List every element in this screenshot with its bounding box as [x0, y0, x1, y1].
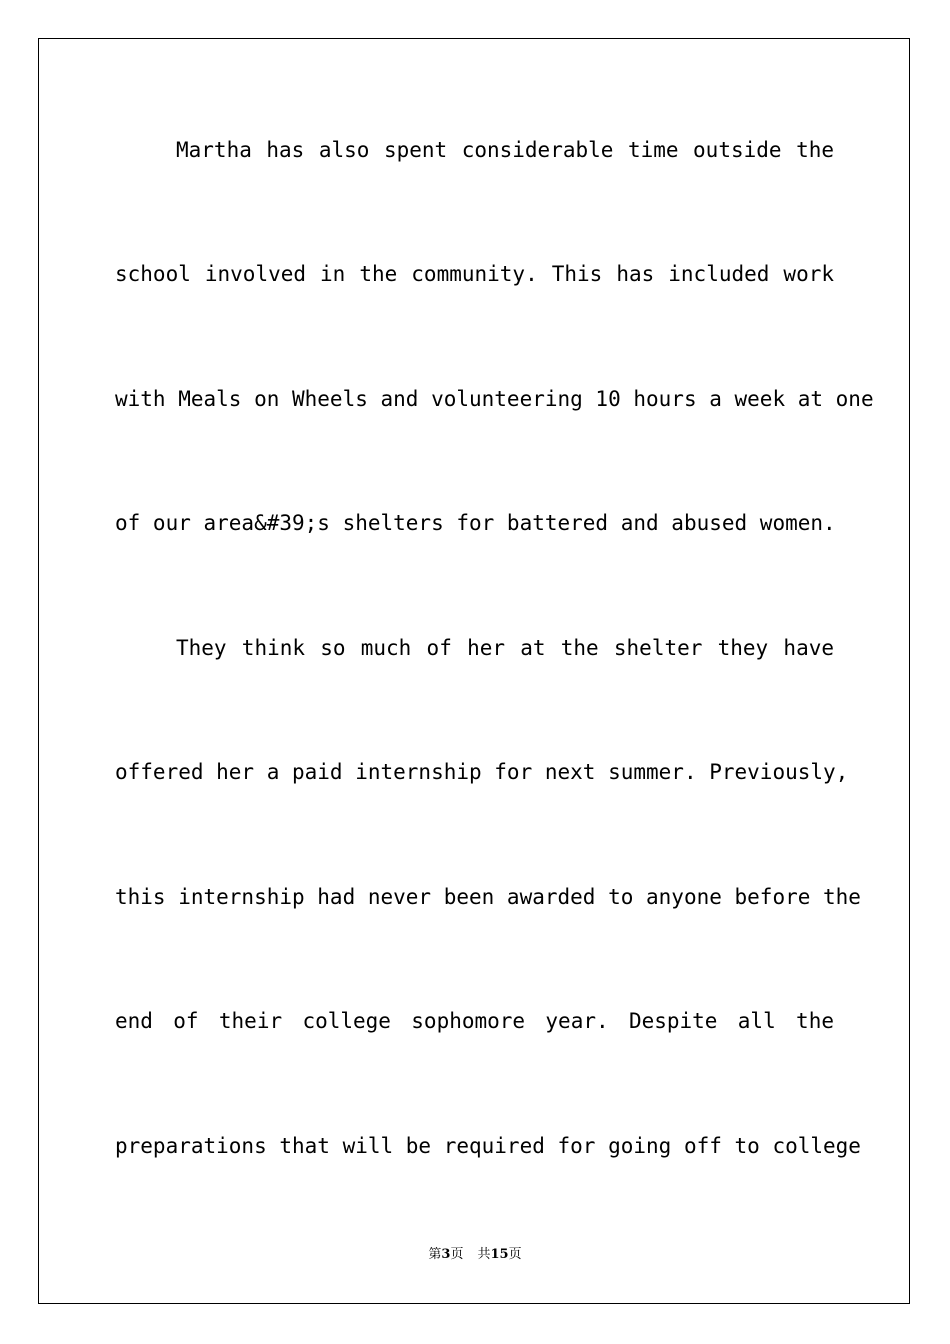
text-line-2: school involved in the community. This has included work [115, 262, 834, 286]
text-line-9: preparations that will be required for going off to college [115, 1134, 861, 1158]
total-pages: 15 [490, 1247, 509, 1262]
text-line-7: this internship had never been awarded to anyone before the [115, 885, 861, 909]
text-line-3: with Meals on Wheels and volunteering 10 hours a week at one [115, 387, 874, 411]
text-line-1: Martha has also spent considerable time outside the [176, 138, 834, 162]
total-prefix: 共 [477, 1247, 491, 1262]
text-line-5: They think so much of her at the shelter they have [176, 636, 834, 660]
page-suffix: 页 [450, 1247, 464, 1262]
text-line-8: end of their college sophomore year. Despite all the [115, 1009, 834, 1033]
page-border [38, 38, 910, 1304]
text-line-4: of our area&#39;s shelters for battered and abused women. [115, 511, 836, 535]
text-line-6: offered her a paid internship for next summer. Previously, [115, 760, 849, 784]
page-footer [0, 1245, 950, 1265]
page-number: 3 [441, 1247, 451, 1262]
page-prefix: 第 [428, 1247, 442, 1262]
total-suffix: 页 [508, 1247, 522, 1262]
